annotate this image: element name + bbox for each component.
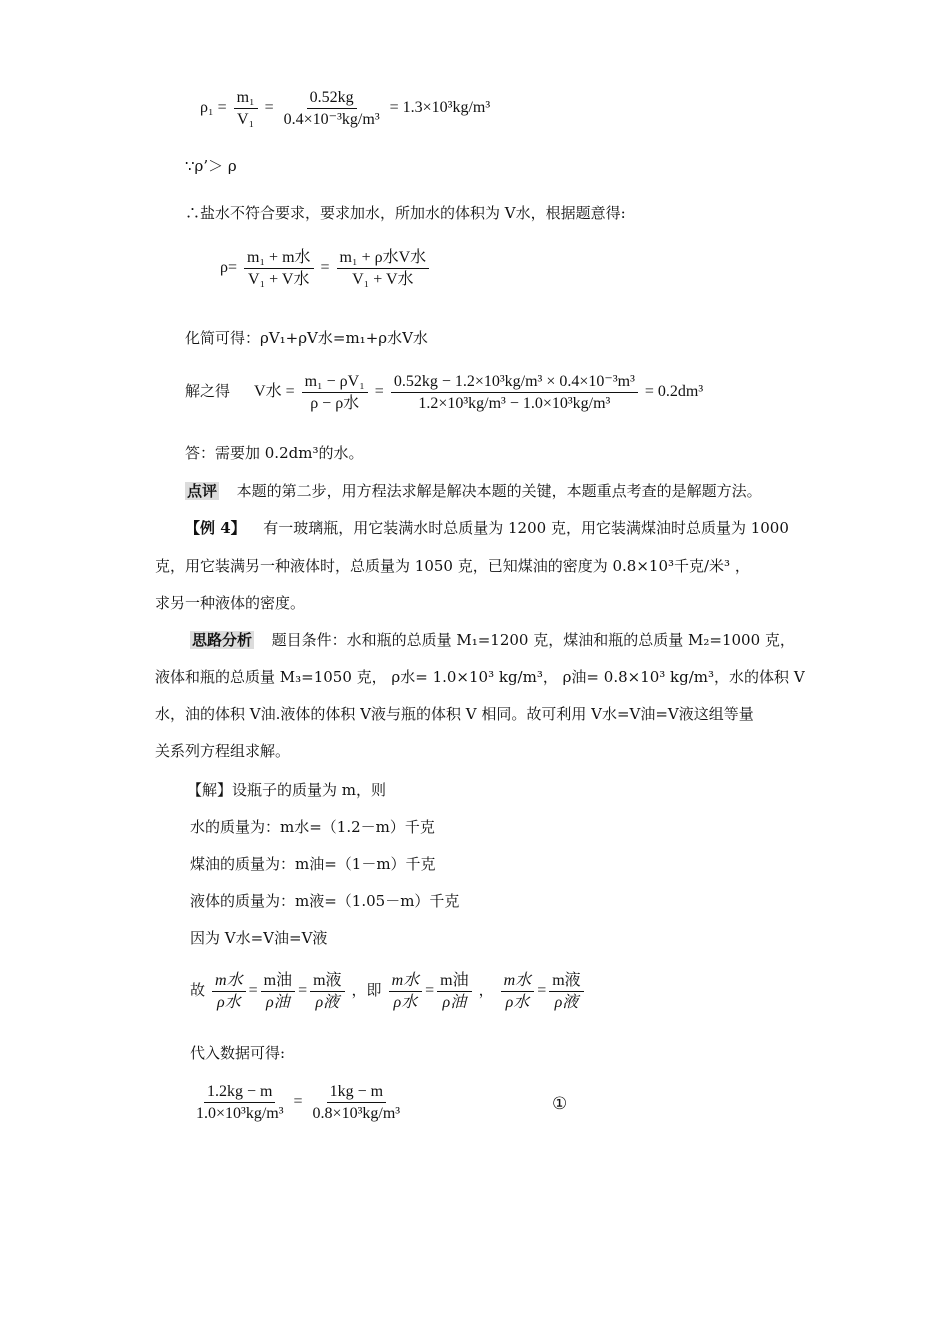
analysis-line3: 水，油的体积 V油.液体的体积 V液与瓶的体积 V 相同。故可利用 V水=V油=V液这组等量 (155, 705, 754, 723)
frac-numerator: 1.2kg − m (204, 1082, 275, 1103)
frac-numerator: m₁ + m水 (244, 248, 314, 269)
equation-rho-mixture: ρ= $\frac{\text{m₁ + m水}}{\text{V₁ + V水}}$ = $\frac{\text{m₁ + ρ水V水}}{\text{V₁ + V水}}$ (220, 248, 432, 289)
fraction-numeric (391, 372, 638, 413)
example4-line3: 求另一种液体的密度。 (155, 594, 306, 612)
equation-final: $\frac{1.2kg - m}{\text{1.0×10³kg/m³}}$ = $\frac{1kg - m}{\text{0.8×10³kg/m³}}$ (190, 1082, 406, 1123)
solution-because: 因为 V水=V油=V液 (190, 929, 328, 947)
eq-solve-lhs: V水 = (254, 383, 295, 401)
frac-numerator: m₁ + ρ水V水 (337, 248, 430, 269)
fraction-ratio-f: $\frac{\text{m水}}{\text{ρ水}}$ (501, 971, 535, 1012)
fraction-ratio-d: $\frac{\text{m水}}{\text{ρ水}}$ (389, 971, 423, 1012)
example4-tag: 【例 4】 (185, 519, 246, 537)
analysis-text1: 题目条件：水和瓶的总质量 M₁=1200 克，煤油和瓶的总质量 M₂=1000 克， (271, 631, 795, 649)
frac-denominator: 1.0×10³kg/m³ (196, 1105, 284, 1122)
answer-line: 答：需要加 0.2dm³的水。 (185, 444, 364, 462)
analysis-line1 (190, 630, 795, 650)
frac-numerator: m₁ (234, 88, 258, 109)
therefore-line: ∴盐水不符合要求，要求加水，所加水的体积为 V水，根据题意得: (185, 204, 626, 222)
comment-tag: 点评 (187, 482, 218, 500)
example4-line1 (185, 518, 789, 538)
fraction-ratio-e: $\frac{\text{m油}}{\text{ρ油}}$ (437, 971, 471, 1012)
frac-denominator: V₁ (237, 111, 255, 128)
equation-rho1: ρ₁ = $\frac{\text{m₁}}{\text{V₁}}$ = $\frac{0.52kg}{\text{0.4×10⁻³kg/m³}}$ = 1.3×10³kg/m³ (200, 89, 491, 128)
frac-denominator: ρ − ρ水 (310, 395, 360, 412)
frac-numerator: 0.52kg (307, 88, 357, 109)
fraction-m1-v1 (234, 88, 258, 129)
fraction-values (281, 88, 383, 129)
fraction-ratio-b: $\frac{\text{m油}}{\text{ρ油}}$ (261, 971, 295, 1012)
frac-numerator: 0.52kg − 1.2×10³kg/m³ × 0.4×10⁻³m³ (391, 372, 638, 393)
analysis-line2: 液体和瓶的总质量 M₃=1050 克， ρ水= 1.0×10³ kg/m³， ρ油= 0.8×10³ kg/m³，水的体积 V (155, 668, 805, 686)
eq-ratio-mid: ，即 (351, 981, 382, 1000)
fraction-ratio-g: $\frac{\text{m液}}{\text{ρ液}}$ (549, 971, 583, 1012)
solution-intro: 【解】设瓶子的质量为 m，则 (187, 781, 386, 799)
substitute-line: 代入数据可得: (190, 1044, 286, 1062)
solution-liquid-mass: 液体的质量为：m液=（1.05－m）千克 (190, 892, 460, 910)
fraction-mass-volume (244, 248, 314, 289)
fraction-ratio-c: $\frac{\text{m液}}{\text{ρ液}}$ (310, 971, 344, 1012)
equation-number-marker: ① (552, 1094, 568, 1114)
equation-ratios: 故 $\frac{\text{m水}}{\text{ρ水}}$ = $\frac{\text{m油}}{\text{ρ油}}$ = $\frac{\text{m液}}{\text{ρ液}}$ ，即 $\frac{\text{m水}}{\text{ρ水}}$ = $\frac{\text{m油}}{\text{ρ油}}$ ， $\frac{\text{m水}}{\text{ρ水}}$ = $\frac{\text{m液}}{\text{ρ液}}$ (190, 971, 587, 1012)
frac-denominator: V₁ + V水 (248, 271, 310, 288)
solution-water-mass: 水的质量为：m水=（1.2－m）千克 (190, 818, 435, 836)
comment-text: 本题的第二步，用方程法求解是解决本题的关键，本题重点考查的是解题方法。 (236, 482, 762, 500)
example4-line2: 克，用它装满另一种液体时，总质量为 1050 克，已知煤油的密度为 0.8×10³千克/米³ ， (155, 557, 750, 575)
eq-ratio-prefix: 故 (190, 981, 206, 1000)
eq-ratio-sep: ， (478, 981, 494, 1000)
frac-denominator: V₁ + V水 (352, 271, 414, 288)
solution-oil-mass: 煤油的质量为：m油=（1－m）千克 (190, 855, 436, 873)
equation-solve-vwater: 解之得 V水 = $\frac{\text{m₁ − ρV₁}}{\text{ρ − ρ水}}$ = $\frac{\text{0.52kg − 1.2×10³kg/m³ × 0.4×10⁻³m³}}{\text{1.2×10³kg/m³ − 1.0×10³kg/m³}}$ = 0.2dm³ (185, 373, 704, 412)
simplify-line: 化简可得：ρV₁+ρV水=m₁+ρ水V水 (185, 329, 428, 347)
fraction-ratio-a: $\frac{\text{m水}}{\text{ρ水}}$ (212, 971, 246, 1012)
eq-rho1-result: = 1.3×10³kg/m³ (389, 99, 491, 117)
frac-numerator: m₁ − ρV₁ (302, 372, 368, 393)
frac-denominator: 1.2×10³kg/m³ − 1.0×10³kg/m³ (418, 395, 611, 412)
fraction-oil-side (310, 1082, 404, 1123)
eq-rho1-lhs: ρ₁ = (200, 99, 227, 117)
fraction-mass-density (337, 248, 430, 289)
comment-paragraph (185, 481, 762, 501)
analysis-line4: 关系列方程组求解。 (155, 742, 291, 760)
analysis-tag: 思路分析 (192, 631, 253, 649)
frac-denominator: 0.4×10⁻³kg/m³ (283, 111, 380, 128)
because-line: ∵ρ’＞ ρ (185, 157, 237, 175)
eq-solve-result: = 0.2dm³ (644, 383, 704, 401)
frac-denominator: 0.8×10³kg/m³ (312, 1105, 401, 1122)
fraction-water-side (193, 1082, 287, 1123)
fraction-symbolic (302, 372, 368, 413)
example4-text1: 有一玻璃瓶，用它装满水时总质量为 1200 克，用它装满煤油时总质量为 1000 (263, 519, 789, 537)
eq-rho-lhs: ρ= (220, 259, 238, 277)
eq-solve-label: 解之得 (185, 382, 231, 401)
frac-numerator: 1kg − m (327, 1082, 386, 1103)
